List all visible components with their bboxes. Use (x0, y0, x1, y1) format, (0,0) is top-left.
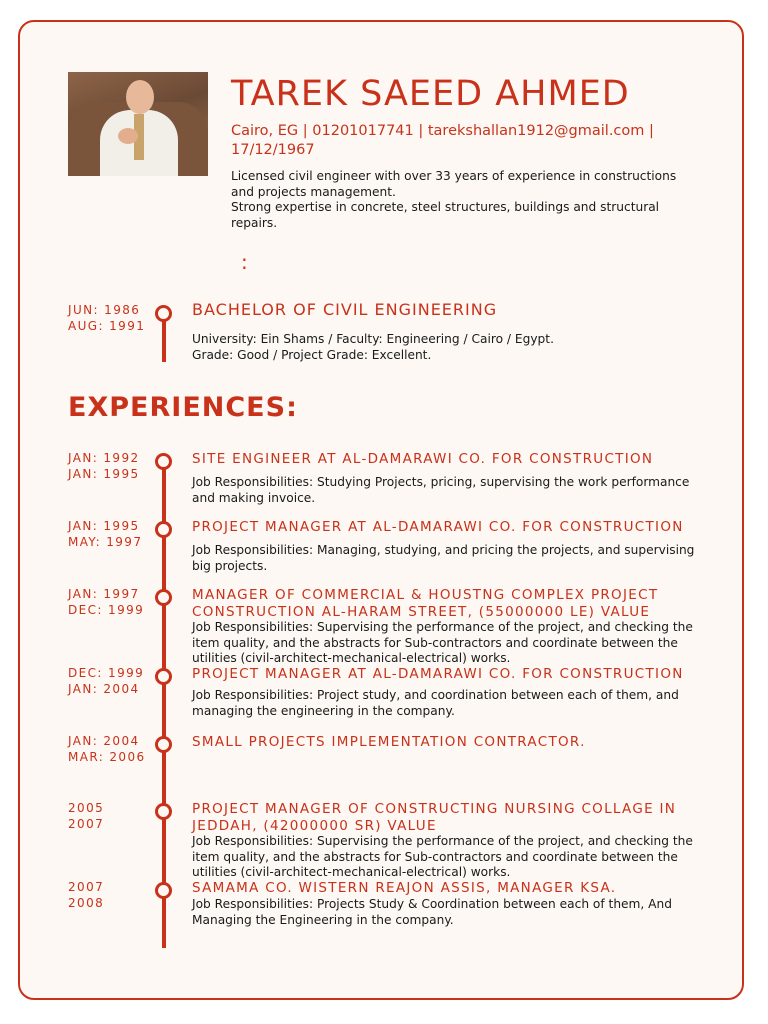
experience-dates (68, 451, 140, 482)
experience-description: Job Responsibilities: Projects Study & Coordination between each of them, And Managing the Engineering in the company. (192, 897, 672, 927)
date-start: JAN: 2004 (68, 734, 140, 748)
education-line-2: Grade: Good / Project Grade: Excellent. (192, 347, 432, 362)
experience-description: Job Responsibilities: Managing, studying, and pricing the projects, and supervising big projects. (192, 543, 695, 573)
experience-description: Job Responsibilities: Supervising the performance of the project, and checking the item quality, and the abstracts for Sub-contractors and coordinate between the utilities (civil-architect-mechanical-electrical) works. (192, 620, 693, 665)
experience-title: SMALL PROJECTS IMPLEMENTATION CONTRACTOR. (192, 734, 586, 750)
experience-title: MANAGER OF COMMERCIAL & HOUSTNG COMPLEX PROJECT CONSTRUCTION AL-HARAM STREET, (55000000 LE) VALUE (192, 587, 659, 620)
candidate-name: TAREK SAEED AHMED (231, 74, 630, 114)
summary-line-1: Licensed civil engineer with over 33 years of experience in constructions and projects management. (231, 169, 677, 199)
timeline-dot (155, 668, 172, 685)
date-start: JAN: 1995 (68, 519, 140, 533)
timeline-dot (155, 803, 172, 820)
experience-dates (68, 587, 144, 618)
timeline-dot (155, 736, 172, 753)
timeline-dot (155, 453, 172, 470)
date-end: JAN: 1995 (68, 466, 140, 481)
experience-description: Job Responsibilities: Project study, and coordination between each of them, and managing the engineering in the company. (192, 688, 679, 718)
profile-summary (231, 169, 701, 231)
education-heading: : (241, 250, 248, 274)
photo-person-hand (118, 128, 138, 144)
date-start: 2005 (68, 801, 105, 815)
timeline-dot (155, 305, 172, 322)
date-end: 2008 (68, 895, 105, 910)
experiences-heading: EXPERIENCES: (68, 392, 298, 423)
experience-title: SAMAMA CO. WISTERN REAJON ASSIS, MANAGER KSA. (192, 880, 617, 896)
experience-title: PROJECT MANAGER OF CONSTRUCTING NURSING COLLAGE IN JEDDAH, (42000000 SR) VALUE (192, 801, 677, 834)
experience-dates (68, 666, 144, 697)
education-title: BACHELOR OF CIVIL ENGINEERING (192, 300, 498, 319)
date-end: MAY: 1997 (68, 534, 143, 549)
experience-dates (68, 734, 146, 765)
experience-description: Job Responsibilities: Supervising the performance of the project, and checking the item quality, and the abstracts for Sub-contractors and coordinate between the utilities (civil-architect-mechanical-electrical) works. (192, 834, 693, 879)
experience-title: SITE ENGINEER AT AL-DAMARAWI CO. FOR CONSTRUCTION (192, 451, 654, 467)
experience-description: Job Responsibilities: Studying Projects, pricing, supervising the work performance and making invoice. (192, 475, 690, 505)
date-start: JUN: 1986 (68, 303, 141, 317)
experience-title: PROJECT MANAGER AT AL-DAMARAWI CO. FOR CONSTRUCTION (192, 666, 684, 682)
experience-dates (68, 880, 104, 911)
date-end: AUG: 1991 (68, 318, 146, 333)
date-start: 2007 (68, 880, 105, 894)
date-start: JAN: 1997 (68, 587, 140, 601)
experience-dates (68, 801, 104, 832)
timeline-dot (155, 589, 172, 606)
experience-title: PROJECT MANAGER AT AL-DAMARAWI CO. FOR CONSTRUCTION (192, 519, 684, 535)
date-end: MAR: 2006 (68, 749, 146, 764)
date-start: DEC: 1999 (68, 666, 145, 680)
date-end: 2007 (68, 816, 105, 831)
education-line-1: University: Ein Shams / Faculty: Engineering / Cairo / Egypt. (192, 332, 554, 346)
contact-line: Cairo, EG | 01201017741 | tarekshallan1912@gmail.com | 17/12/1967 (231, 123, 654, 158)
education-dates (68, 303, 145, 334)
photo-person-head (126, 80, 154, 114)
profile-photo (68, 72, 208, 176)
education-description (192, 332, 712, 363)
timeline-dot (155, 882, 172, 899)
date-end: DEC: 1999 (68, 602, 145, 617)
date-start: JAN: 1992 (68, 451, 140, 465)
experience-dates (68, 519, 142, 550)
summary-line-2: Strong expertise in concrete, steel structures, buildings and structural repairs. (231, 200, 660, 230)
date-end: JAN: 2004 (68, 681, 140, 696)
timeline-dot (155, 521, 172, 538)
